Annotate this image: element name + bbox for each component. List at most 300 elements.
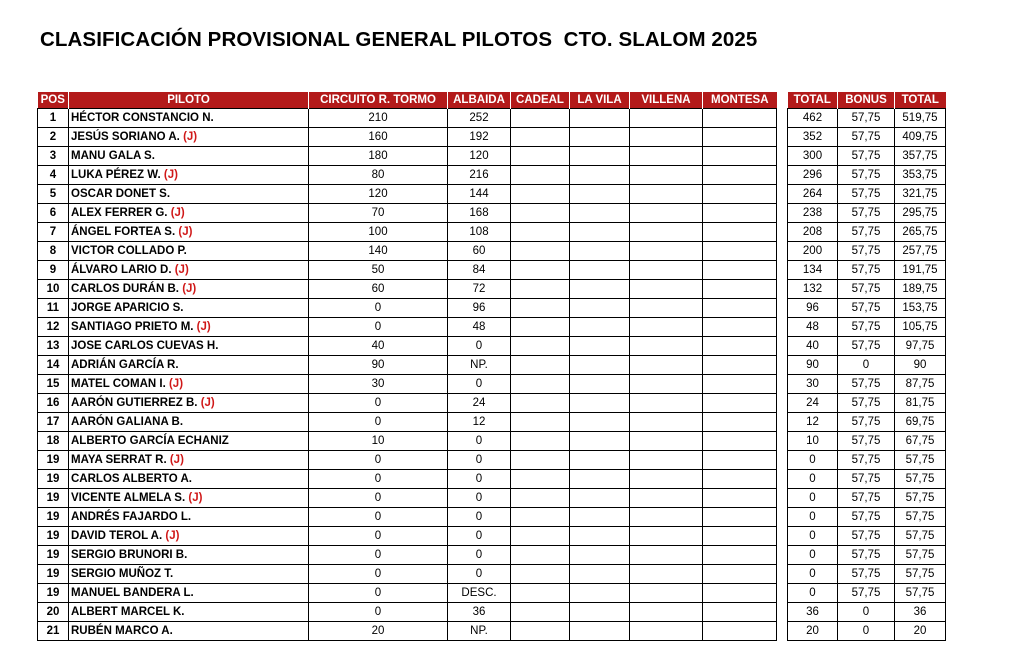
totals-row xyxy=(788,584,946,603)
bonus-cell: 57,75 xyxy=(838,261,895,280)
pilot-name-cell xyxy=(69,375,309,394)
table-row xyxy=(38,280,777,299)
pilot-name-cell xyxy=(69,223,309,242)
pilot-name-cell xyxy=(69,204,309,223)
race-score-albaida: 0 xyxy=(448,451,511,470)
position-cell: 13 xyxy=(38,337,69,356)
race-score-cadeal xyxy=(511,223,570,242)
race-score-montesa xyxy=(703,527,777,546)
race-score-cadeal xyxy=(511,413,570,432)
race-score-cadeal xyxy=(511,489,570,508)
pilot-name: SANTIAGO PRIETO M. xyxy=(71,321,194,333)
race-score-montesa xyxy=(703,584,777,603)
race-score-montesa xyxy=(703,318,777,337)
race-score-albaida: 0 xyxy=(448,565,511,584)
table-row xyxy=(38,223,777,242)
race-score-albaida: 0 xyxy=(448,432,511,451)
table-row xyxy=(38,375,777,394)
junior-tag: (J) xyxy=(174,264,189,276)
pilot-name-cell xyxy=(69,147,309,166)
pilot-name-cell xyxy=(69,394,309,413)
race-score-villena xyxy=(630,413,703,432)
pilot-name: ADRIÁN GARCÍA R. xyxy=(71,359,179,371)
race-score-cadeal xyxy=(511,508,570,527)
position-cell: 12 xyxy=(38,318,69,337)
race-score-montesa xyxy=(703,147,777,166)
race-score-montesa xyxy=(703,470,777,489)
race-score-villena xyxy=(630,337,703,356)
position-cell: 19 xyxy=(38,489,69,508)
total-cell: 462 xyxy=(788,109,838,128)
junior-tag: (J) xyxy=(183,131,198,143)
race-score-montesa xyxy=(703,128,777,147)
race-score-cadeal xyxy=(511,451,570,470)
final-total-cell: 57,75 xyxy=(895,546,946,565)
pilot-name: MANUEL BANDERA L. xyxy=(71,587,194,599)
total-cell: 264 xyxy=(788,185,838,204)
pilot-name: OSCAR DONET S. xyxy=(71,188,171,200)
totals-row xyxy=(788,223,946,242)
junior-tag: (J) xyxy=(196,321,211,333)
final-total-cell: 69,75 xyxy=(895,413,946,432)
table-row xyxy=(38,565,777,584)
race-score-circuito: 0 xyxy=(309,413,448,432)
race-score-cadeal xyxy=(511,603,570,622)
pilot-name: SERGIO BRUNORI B. xyxy=(71,549,188,561)
final-total-cell: 153,75 xyxy=(895,299,946,318)
race-score-la-vila xyxy=(570,584,630,603)
totals-row xyxy=(788,413,946,432)
pilot-name-cell xyxy=(69,109,309,128)
bonus-cell: 57,75 xyxy=(838,280,895,299)
table-row xyxy=(38,185,777,204)
totals-row xyxy=(788,527,946,546)
header-race-la-vila: LA VILA xyxy=(570,92,630,109)
totals-row xyxy=(788,394,946,413)
header-row xyxy=(38,92,777,109)
totals-row xyxy=(788,451,946,470)
race-score-la-vila xyxy=(570,432,630,451)
position-cell: 18 xyxy=(38,432,69,451)
race-score-circuito: 0 xyxy=(309,565,448,584)
pilot-name-cell xyxy=(69,261,309,280)
junior-tag: (J) xyxy=(188,492,203,504)
race-score-montesa xyxy=(703,451,777,470)
position-cell: 19 xyxy=(38,546,69,565)
race-score-montesa xyxy=(703,356,777,375)
pilot-name: ANDRÉS FAJARDO L. xyxy=(71,511,192,523)
race-score-la-vila xyxy=(570,603,630,622)
race-score-cadeal xyxy=(511,204,570,223)
race-score-la-vila xyxy=(570,527,630,546)
pilot-name-cell xyxy=(69,280,309,299)
junior-tag: (J) xyxy=(168,378,184,390)
pilot-name: JESÚS SORIANO A. xyxy=(71,131,180,143)
header-race-albaida: ALBAIDA xyxy=(448,92,511,109)
totals-row xyxy=(788,261,946,280)
race-score-villena xyxy=(630,204,703,223)
race-score-villena xyxy=(630,356,703,375)
race-score-villena xyxy=(630,280,703,299)
race-score-cadeal xyxy=(511,242,570,261)
race-score-montesa xyxy=(703,280,777,299)
race-score-villena xyxy=(630,603,703,622)
race-score-circuito: 80 xyxy=(309,166,448,185)
junior-tag: (J) xyxy=(200,397,215,409)
final-total-cell: 295,75 xyxy=(895,204,946,223)
race-score-montesa xyxy=(703,546,777,565)
bonus-cell: 57,75 xyxy=(838,318,895,337)
race-score-la-vila xyxy=(570,204,630,223)
race-score-cadeal xyxy=(511,584,570,603)
totals-row xyxy=(788,147,946,166)
race-score-circuito: 120 xyxy=(309,185,448,204)
race-score-circuito: 100 xyxy=(309,223,448,242)
pilot-name: AARÓN GALIANA B. xyxy=(71,416,184,428)
race-score-villena xyxy=(630,147,703,166)
race-score-albaida: 0 xyxy=(448,508,511,527)
final-total-cell: 409,75 xyxy=(895,128,946,147)
race-score-villena xyxy=(630,166,703,185)
bonus-cell: 57,75 xyxy=(838,527,895,546)
pilot-name-cell xyxy=(69,413,309,432)
position-cell: 9 xyxy=(38,261,69,280)
race-score-circuito: 0 xyxy=(309,394,448,413)
race-score-montesa xyxy=(703,622,777,641)
final-total-cell: 57,75 xyxy=(895,584,946,603)
total-cell: 0 xyxy=(788,584,838,603)
total-cell: 132 xyxy=(788,280,838,299)
total-cell: 0 xyxy=(788,451,838,470)
race-score-villena xyxy=(630,565,703,584)
totals-row xyxy=(788,546,946,565)
race-score-montesa xyxy=(703,432,777,451)
table-row xyxy=(38,242,777,261)
totals-row xyxy=(788,318,946,337)
totals-row xyxy=(788,508,946,527)
final-total-cell: 257,75 xyxy=(895,242,946,261)
pilot-name: HÉCTOR CONSTANCIO N. xyxy=(71,112,214,124)
final-total-cell: 57,75 xyxy=(895,527,946,546)
totals-row xyxy=(788,356,946,375)
race-score-villena xyxy=(630,451,703,470)
total-cell: 0 xyxy=(788,489,838,508)
race-score-albaida: 36 xyxy=(448,603,511,622)
final-total-cell: 97,75 xyxy=(895,337,946,356)
final-total-cell: 87,75 xyxy=(895,375,946,394)
total-cell: 238 xyxy=(788,204,838,223)
position-cell: 4 xyxy=(38,166,69,185)
total-cell: 352 xyxy=(788,128,838,147)
race-score-montesa xyxy=(703,109,777,128)
totals-row xyxy=(788,375,946,394)
pilot-name-cell xyxy=(69,489,309,508)
pilot-name: ALBERTO GARCÍA ECHANIZ xyxy=(71,435,229,447)
final-total-cell: 519,75 xyxy=(895,109,946,128)
bonus-cell: 57,75 xyxy=(838,394,895,413)
header-final-total: TOTAL xyxy=(895,92,946,109)
race-score-villena xyxy=(630,489,703,508)
race-score-albaida: 24 xyxy=(448,394,511,413)
race-score-villena xyxy=(630,109,703,128)
totals-row xyxy=(788,432,946,451)
race-score-cadeal xyxy=(511,280,570,299)
total-cell: 40 xyxy=(788,337,838,356)
race-score-albaida: 108 xyxy=(448,223,511,242)
table-row xyxy=(38,166,777,185)
pilot-name-cell xyxy=(69,318,309,337)
total-cell: 12 xyxy=(788,413,838,432)
bonus-cell: 57,75 xyxy=(838,109,895,128)
bonus-cell: 57,75 xyxy=(838,375,895,394)
race-score-la-vila xyxy=(570,413,630,432)
race-score-circuito: 90 xyxy=(309,356,448,375)
final-total-cell: 353,75 xyxy=(895,166,946,185)
final-total-cell: 90 xyxy=(895,356,946,375)
race-score-villena xyxy=(630,261,703,280)
race-score-villena xyxy=(630,432,703,451)
total-cell: 134 xyxy=(788,261,838,280)
race-score-villena xyxy=(630,318,703,337)
final-total-cell: 105,75 xyxy=(895,318,946,337)
pilot-name: CARLOS ALBERTO A. xyxy=(71,473,192,485)
race-score-montesa xyxy=(703,508,777,527)
table-row xyxy=(38,508,777,527)
race-score-albaida: 60 xyxy=(448,242,511,261)
totals-row xyxy=(788,470,946,489)
junior-tag: (J) xyxy=(169,454,184,466)
position-cell: 19 xyxy=(38,508,69,527)
race-score-cadeal xyxy=(511,147,570,166)
race-score-circuito: 0 xyxy=(309,318,448,337)
position-cell: 19 xyxy=(38,470,69,489)
position-cell: 2 xyxy=(38,128,69,147)
race-score-albaida: 48 xyxy=(448,318,511,337)
totals-header-row xyxy=(788,92,946,109)
pilot-name: MATEL COMAN I. xyxy=(71,378,166,390)
junior-tag: (J) xyxy=(163,169,178,181)
total-cell: 10 xyxy=(788,432,838,451)
totals-row xyxy=(788,603,946,622)
final-total-cell: 57,75 xyxy=(895,508,946,527)
totals-row xyxy=(788,185,946,204)
race-score-villena xyxy=(630,546,703,565)
totals-row xyxy=(788,242,946,261)
race-score-circuito: 0 xyxy=(309,546,448,565)
race-score-villena xyxy=(630,299,703,318)
race-score-circuito: 0 xyxy=(309,584,448,603)
final-total-cell: 81,75 xyxy=(895,394,946,413)
pilot-name: DAVID TEROL A. xyxy=(71,530,163,542)
table-row xyxy=(38,432,777,451)
totals-table xyxy=(787,92,946,641)
race-score-circuito: 210 xyxy=(309,109,448,128)
pilot-name: AARÓN GUTIERREZ B. xyxy=(71,397,198,409)
race-score-la-vila xyxy=(570,565,630,584)
race-score-montesa xyxy=(703,166,777,185)
race-score-montesa xyxy=(703,204,777,223)
header-piloto: PILOTO xyxy=(69,92,309,109)
race-score-villena xyxy=(630,527,703,546)
race-score-circuito: 50 xyxy=(309,261,448,280)
race-score-albaida: 72 xyxy=(448,280,511,299)
position-cell: 19 xyxy=(38,565,69,584)
bonus-cell: 57,75 xyxy=(838,242,895,261)
position-cell: 5 xyxy=(38,185,69,204)
final-total-cell: 57,75 xyxy=(895,565,946,584)
race-score-cadeal xyxy=(511,261,570,280)
race-score-villena xyxy=(630,375,703,394)
race-score-circuito: 0 xyxy=(309,527,448,546)
table-row xyxy=(38,527,777,546)
pilot-name: JORGE APARICIO S. xyxy=(71,302,184,314)
pilot-name-cell xyxy=(69,584,309,603)
total-cell: 300 xyxy=(788,147,838,166)
position-cell: 6 xyxy=(38,204,69,223)
race-score-la-vila xyxy=(570,128,630,147)
race-score-la-vila xyxy=(570,489,630,508)
bonus-cell: 0 xyxy=(838,603,895,622)
race-score-albaida: DESC. xyxy=(448,584,511,603)
race-score-la-vila xyxy=(570,318,630,337)
pilot-name-cell xyxy=(69,603,309,622)
pilot-name-cell xyxy=(69,128,309,147)
bonus-cell: 57,75 xyxy=(838,470,895,489)
race-score-albaida: 0 xyxy=(448,527,511,546)
race-score-circuito: 60 xyxy=(309,280,448,299)
total-cell: 36 xyxy=(788,603,838,622)
race-score-albaida: NP. xyxy=(448,622,511,641)
race-score-circuito: 10 xyxy=(309,432,448,451)
header-race-montesa: MONTESA xyxy=(703,92,777,109)
race-score-albaida: 84 xyxy=(448,261,511,280)
total-cell: 24 xyxy=(788,394,838,413)
race-score-cadeal xyxy=(511,299,570,318)
bonus-cell: 57,75 xyxy=(838,299,895,318)
race-score-montesa xyxy=(703,565,777,584)
race-score-cadeal xyxy=(511,318,570,337)
pilot-name-cell xyxy=(69,527,309,546)
table-row xyxy=(38,470,777,489)
position-cell: 3 xyxy=(38,147,69,166)
race-score-la-vila xyxy=(570,261,630,280)
total-cell: 0 xyxy=(788,508,838,527)
pilot-name: ÁLVARO LARIO D. xyxy=(71,264,172,276)
position-cell: 15 xyxy=(38,375,69,394)
race-score-montesa xyxy=(703,375,777,394)
race-score-la-vila xyxy=(570,451,630,470)
pilot-name-cell xyxy=(69,166,309,185)
header-race-cadeal: CADEAL xyxy=(511,92,570,109)
race-score-circuito: 0 xyxy=(309,299,448,318)
total-cell: 96 xyxy=(788,299,838,318)
race-score-circuito: 0 xyxy=(309,508,448,527)
pilot-name-cell xyxy=(69,337,309,356)
table-row xyxy=(38,451,777,470)
header-race-villena: VILLENA xyxy=(630,92,703,109)
final-total-cell: 57,75 xyxy=(895,451,946,470)
junior-tag: (J) xyxy=(170,207,185,219)
pilot-name-cell xyxy=(69,242,309,261)
race-score-montesa xyxy=(703,603,777,622)
race-score-la-vila xyxy=(570,356,630,375)
race-score-villena xyxy=(630,242,703,261)
race-score-la-vila xyxy=(570,622,630,641)
table-row xyxy=(38,337,777,356)
race-score-la-vila xyxy=(570,166,630,185)
race-score-montesa xyxy=(703,394,777,413)
race-score-cadeal xyxy=(511,337,570,356)
race-score-cadeal xyxy=(511,470,570,489)
bonus-cell: 0 xyxy=(838,356,895,375)
race-score-montesa xyxy=(703,299,777,318)
header-pos: POS xyxy=(38,92,69,109)
position-cell: 8 xyxy=(38,242,69,261)
final-total-cell: 265,75 xyxy=(895,223,946,242)
race-score-circuito: 180 xyxy=(309,147,448,166)
race-score-cadeal xyxy=(511,109,570,128)
race-score-circuito: 140 xyxy=(309,242,448,261)
race-score-cadeal xyxy=(511,166,570,185)
bonus-cell: 57,75 xyxy=(838,413,895,432)
header-bonus: BONUS xyxy=(838,92,895,109)
table-row xyxy=(38,489,777,508)
race-score-la-vila xyxy=(570,147,630,166)
race-score-circuito: 160 xyxy=(309,128,448,147)
race-score-villena xyxy=(630,622,703,641)
pilot-name: MAYA SERRAT R. xyxy=(71,454,167,466)
totals-row xyxy=(788,280,946,299)
pilot-name-cell xyxy=(69,356,309,375)
junior-tag: (J) xyxy=(165,530,180,542)
position-cell: 14 xyxy=(38,356,69,375)
race-score-la-vila xyxy=(570,242,630,261)
pilot-name-cell xyxy=(69,470,309,489)
pilot-name-cell xyxy=(69,185,309,204)
race-score-la-vila xyxy=(570,223,630,242)
race-score-albaida: 0 xyxy=(448,546,511,565)
junior-tag: (J) xyxy=(178,226,193,238)
pilot-name: VICENTE ALMELA S. xyxy=(71,492,186,504)
pilot-name: VICTOR COLLADO P. xyxy=(71,245,187,257)
position-cell: 10 xyxy=(38,280,69,299)
table-row xyxy=(38,128,777,147)
race-score-villena xyxy=(630,128,703,147)
junior-tag: (J) xyxy=(182,283,197,295)
bonus-cell: 57,75 xyxy=(838,508,895,527)
pilot-name-cell xyxy=(69,508,309,527)
position-cell: 1 xyxy=(38,109,69,128)
table-row xyxy=(38,204,777,223)
race-score-villena xyxy=(630,470,703,489)
bonus-cell: 57,75 xyxy=(838,432,895,451)
race-score-circuito: 0 xyxy=(309,470,448,489)
totals-row xyxy=(788,109,946,128)
race-score-cadeal xyxy=(511,185,570,204)
position-cell: 7 xyxy=(38,223,69,242)
position-cell: 19 xyxy=(38,451,69,470)
final-total-cell: 57,75 xyxy=(895,489,946,508)
race-score-montesa xyxy=(703,489,777,508)
pilot-name: ÁNGEL FORTEA S. xyxy=(71,226,176,238)
race-score-circuito: 0 xyxy=(309,603,448,622)
bonus-cell: 57,75 xyxy=(838,185,895,204)
race-score-la-vila xyxy=(570,280,630,299)
bonus-cell: 57,75 xyxy=(838,546,895,565)
race-score-albaida: 12 xyxy=(448,413,511,432)
pilot-name: LUKA PÉREZ W. xyxy=(71,169,161,181)
pilot-name: CARLOS DURÁN B. xyxy=(71,283,179,295)
